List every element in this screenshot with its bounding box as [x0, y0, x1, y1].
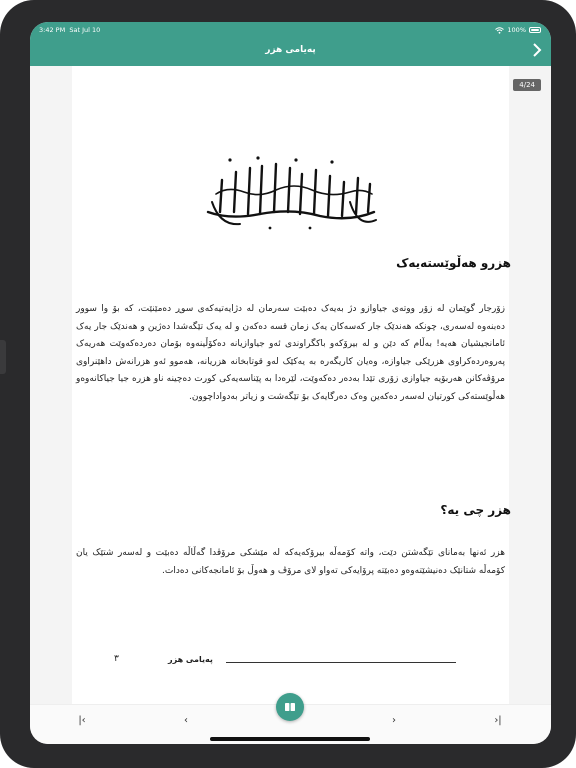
status-time: 3:42 PM Sat Jul 10 [39, 26, 101, 34]
status-bar [30, 22, 551, 38]
first-page-button[interactable]: |‹ [78, 715, 86, 726]
battery-icon [529, 27, 541, 33]
footer-divider [226, 662, 456, 663]
section-heading-2: هزر چی یە؟ [440, 503, 511, 517]
last-page-button[interactable]: ›| [494, 715, 502, 726]
book-icon [284, 702, 296, 712]
status-right [495, 26, 541, 34]
contents-button[interactable] [276, 693, 304, 721]
page-counter-badge: 4/24 [513, 79, 541, 91]
paragraph-1: زۆرجار گوێمان لە زۆر ووتەی جیاوازو دژ بەیەک دەبێت سەرمان لە دژایەتیەکەی سوڕ دەمێنێت، کە بۆ وا سوور دەبنەوە لەسەری، چونکە هەندێک جار کەسەکان یەک زمان قسە دەکەن و لە یەک تێگەشدا دەژین و هەندێک جار یەک ئامانجیشیان هەیە! بەڵام کە دێن و لە بیرۆکەو باکگراوندی ئەو جیاوازیانە دەکۆڵینەوە بۆمان دەردەکەوێت هەریەک پەروەردەکراوی هزرێکی جیاوازە، وەیان کاریگەرە بە یەکێک لەو قوتابخانە هزریانە، هەموو ئەو هزرانەش داهێنراوی مرۆڤەکانن هەربۆیە جیاوازی زۆری تێدا بەدەر دەکەوێت، لێرەدا بە پێناسەیەکی کورت دەچینە ناو هزرە جیا جیاکانەوەو هەڵوێستەکی کورتیان لەسەر دەکەین وەک دەرگایەک بۆ تێگەشت و زیاتر بەدواداچوون. [76, 304, 505, 402]
prev-page-button[interactable]: ‹ [184, 715, 188, 726]
battery-percent: 100% [507, 26, 526, 34]
bismillah-calligraphy [200, 154, 382, 234]
next-page-button[interactable]: › [392, 715, 396, 726]
wifi-icon [495, 27, 504, 34]
chevron-right-icon [532, 43, 542, 57]
paragraph-2: هزر ئەنها بەمانای تێگەشتن دێت، واتە کۆمەڵە بیرۆکەیەکە لە مێشکی مرۆڤدا گەڵاڵە دەبێت و لەسەر شتێک یان کۆمەڵە شتانێک دەنیشێتەوەو دەبێتە پرۆایەکی تەواو لای مرۆڤ و هەوڵ بۆ ئامانجەکانی دەدات. [76, 548, 505, 576]
footer-page-number: ٣ [114, 654, 119, 664]
bottom-toolbar [30, 704, 551, 744]
footer-book-title: پەیامی هزر [168, 655, 213, 664]
home-indicator[interactable] [210, 737, 370, 741]
nav-bar [30, 38, 551, 66]
page-title: پەیامی هزر [265, 45, 316, 55]
screen [30, 22, 551, 744]
back-button[interactable] [529, 43, 545, 61]
device-side-button [0, 340, 6, 374]
section-heading-1: هزرو هەڵوێستەیەک [396, 256, 511, 270]
